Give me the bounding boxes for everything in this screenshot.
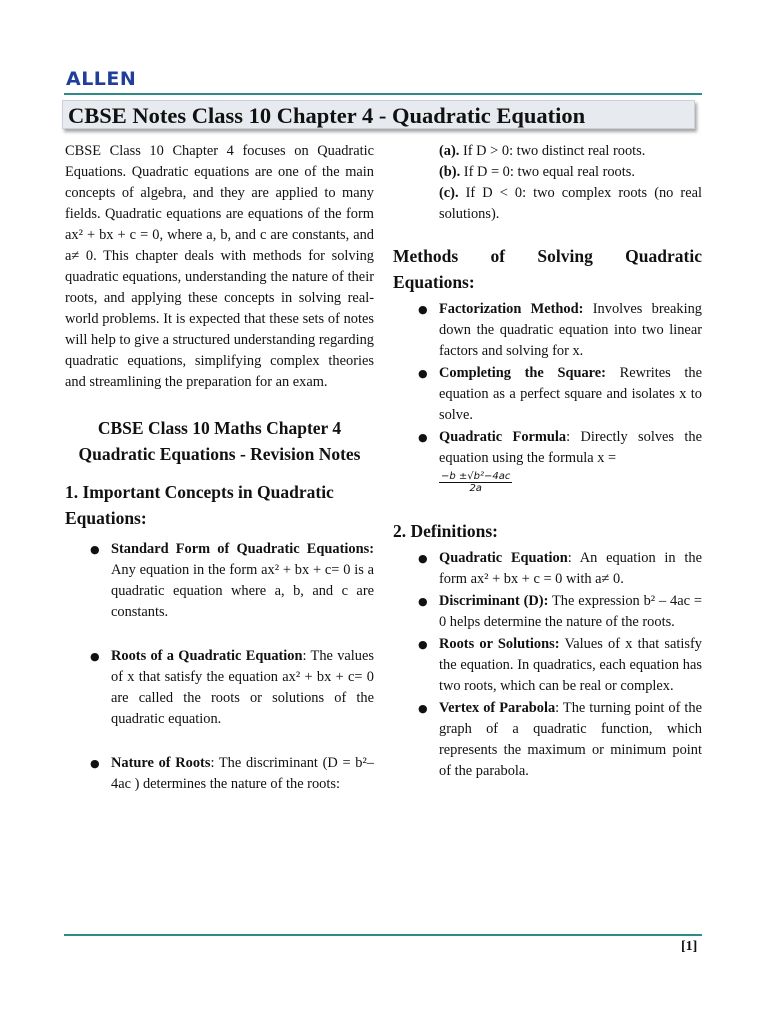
case-label: (b).	[439, 164, 461, 180]
concept-desc: : The values of x that satisfy the equation ax² + bx + c= 0 are called the roots or solutions of the quadratic equation.	[111, 648, 374, 727]
definition-term: Discriminant (D):	[439, 593, 549, 609]
case-text: If D = 0: two equal real roots.	[460, 164, 635, 180]
list-item	[393, 299, 702, 362]
definition-desc: The expression b² – 4ac = 0 helps determine the nature of the roots.	[439, 593, 702, 630]
method-desc: : Directly solves the equation using the formula x =	[439, 429, 702, 466]
revision-notes-title: CBSE Class 10 Maths Chapter 4 Quadratic Equations - Revision Notes	[78, 418, 361, 464]
methods-list	[393, 299, 702, 469]
list-item	[393, 548, 702, 590]
list-item	[65, 539, 374, 623]
section-1-heading: 1. Important Concepts in Quadratic Equations:	[65, 482, 334, 528]
list-item	[393, 698, 702, 782]
left-column	[65, 141, 374, 795]
page-number: [1]	[681, 939, 698, 954]
header-divider	[64, 93, 702, 95]
definition-desc: Values of x that satisfy the equation. In quadratics, each equation has two roots, which can be real or complex.	[439, 636, 702, 694]
formula-denominator: 2a	[469, 483, 482, 494]
right-column	[393, 141, 702, 782]
footer-divider	[64, 934, 702, 936]
method-term: Factorization Method:	[439, 301, 584, 317]
method-desc: Involves breaking down the quadratic equation into two linear factors and solving for x.	[439, 301, 703, 359]
list-item	[65, 753, 374, 795]
nature-case	[393, 141, 702, 162]
list-item	[393, 591, 702, 633]
page-title: CBSE Notes Class 10 Chapter 4 - Quadratic Equation	[62, 100, 695, 129]
definition-desc: : An equation in the form ax² + bx + c = 0 with a≠ 0.	[439, 550, 702, 587]
list-item	[393, 634, 702, 697]
concept-term: Roots of a Quadratic Equation	[111, 648, 303, 664]
formula-numerator: −b ±√b²−4ac	[441, 471, 511, 482]
nature-case	[393, 162, 702, 183]
case-label: (a).	[439, 143, 460, 159]
method-term: Completing the Square:	[439, 365, 606, 381]
section-2-heading: 2. Definitions:	[393, 521, 498, 541]
definition-desc: : The turning point of the graph of a quadratic function, which represents the maximum or minimum point of the parabola.	[439, 700, 702, 779]
definition-term: Vertex of Parabola	[439, 700, 556, 716]
concepts-list	[65, 539, 374, 795]
case-text: If D > 0: two distinct real roots.	[459, 143, 646, 159]
method-term: Quadratic Formula	[439, 429, 567, 445]
definitions-list	[393, 548, 702, 782]
concept-term: Nature of Roots	[111, 755, 211, 771]
concept-term: Standard Form of Quadratic Equations:	[111, 541, 374, 557]
definition-term: Roots or Solutions:	[439, 636, 560, 652]
intro-paragraph: CBSE Class 10 Chapter 4 focuses on Quadratic Equations. Quadratic equations are one of the main concepts of algebra, and they are applied to many fields. Quadratic equations are equations of the form ax² + bx + c = 0, where a, b, and c are constants, and a≠ 0. This chapter deals with methods for solving quadratic equations, understanding the nature of their roots, and applying these concepts in solving real-world problems. It is expected that these sets of notes will help to give a structured understanding regarding quadratic equations, simplifying complex theories and streamlining the preparation for an exam.	[65, 143, 374, 390]
methods-heading: Methods of Solving Quadratic Equations:	[393, 246, 702, 292]
case-text: If D < 0: two complex roots (no real solutions).	[439, 185, 702, 222]
case-label: (c).	[439, 185, 459, 201]
allen-logo: ALLEN	[66, 68, 137, 90]
definition-term: Quadratic Equation	[439, 550, 568, 566]
list-item	[65, 646, 374, 730]
nature-case	[393, 183, 702, 225]
quadratic-formula	[439, 471, 512, 494]
method-desc: Rewrites the equation as a perfect square and isolates x to solve.	[439, 365, 702, 423]
concept-desc: Any equation in the form ax² + bx + c= 0 is a quadratic equation where a, b, and c are constants.	[111, 562, 374, 620]
concept-desc: : The discriminant (D = b²– 4ac ) determines the nature of the roots:	[111, 755, 374, 792]
list-item	[393, 427, 702, 469]
list-item	[393, 363, 702, 426]
